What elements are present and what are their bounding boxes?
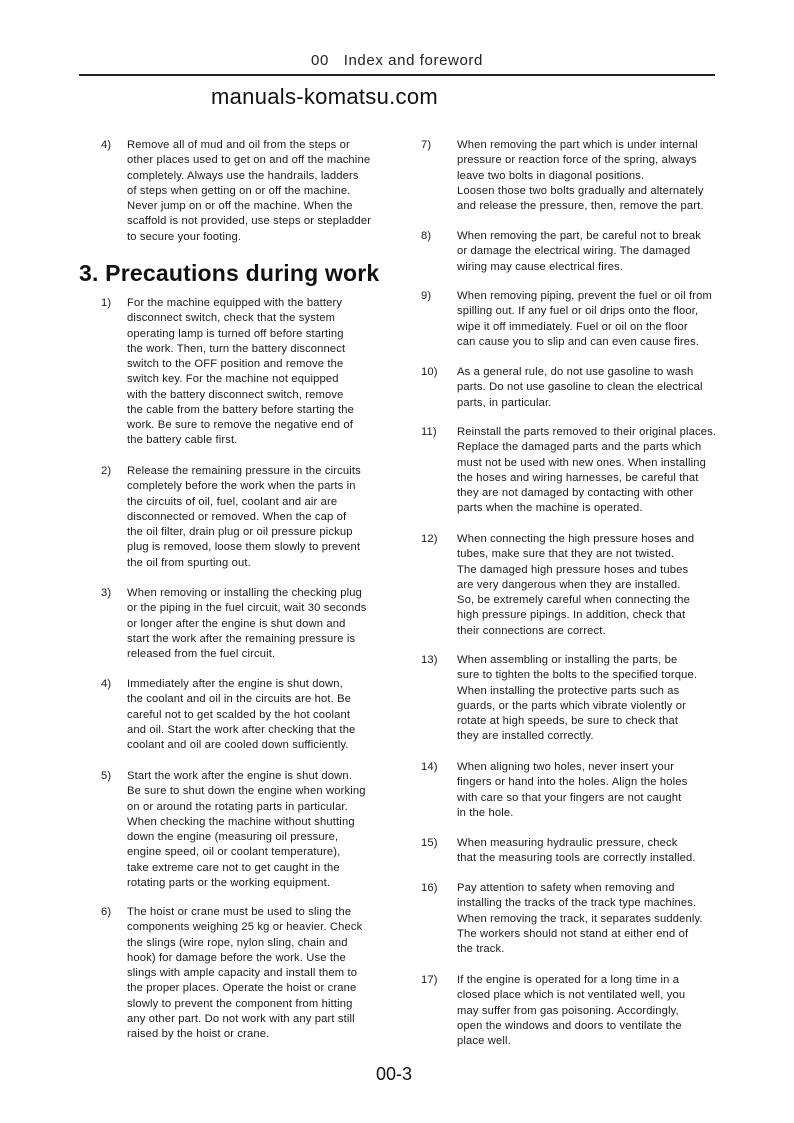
item-text: Release the remaining pressure in the circuits completely before the work when the parts in the circuits of oil, fuel, coolant and air are disconnected or removed. When the cap of the oil filter, drain plug or oil pressure pickup plug is removed, loose them slowly to prevent the oil from spurting out.: [127, 465, 361, 569]
item-number: 8): [421, 230, 432, 242]
page-number: 00-3: [376, 1064, 413, 1084]
section-heading: 3. Precautions during work: [79, 260, 380, 286]
item-text: For the machine equipped with the battery disconnect switch, check that the system operating lamp is turned off before starting the work. Then, turn the battery disconnect switch to the OFF position and remove the switch key. For the machine not equipped with the battery disconnect switch, remove the cable from the battery before starting the work. Be sure to remove the negative end of the battery cable first.: [127, 297, 355, 447]
item-number: 6): [101, 906, 112, 918]
item-text: When connecting the high pressure hoses and tubes, make sure that they are not twisted. The damaged high pressure hoses and tubes are very dangerous when they are installed. So, be extremely careful when connecting the high pressure pipings. In addition, check that their connections are correct.: [457, 533, 695, 637]
item-number: 2): [101, 465, 112, 477]
item-number: 11): [421, 426, 437, 438]
item-number: 3): [101, 587, 112, 599]
item-text: When assembling or installing the parts, be sure to tighten the bolts to the specified torque. When installing the protective parts such as guards, or the parts which vibrate violently or rotate at high speeds, be sure to check that they are installed correctly.: [457, 654, 698, 743]
item-text: Immediately after the engine is shut down, the coolant and oil in the circuits are hot. Be careful not to get scalded by the hot coolant and oil. Start the work after checking that the coolant and oil are cooled down sufficiently.: [127, 678, 356, 751]
item-text: When measuring hydraulic pressure, check that the measuring tools are correctly installed.: [457, 837, 696, 865]
item-text: Remove all of mud and oil from the steps or other places used to get on and off the machine completely. Always use the handrails, ladders of steps when getting on or off the machine. Never jump on or off the machine. When the scaffold is not provided, use steps or stepladder to secure your footing.: [127, 139, 372, 243]
item-text: When removing the part which is under internal pressure or reaction force of the spring, always leave two bolts in diagonal positions. Loosen those two bolts gradually and alternately and release the pressure, then, remove the part.: [457, 139, 704, 212]
item-text: As a general rule, do not use gasoline to wash parts. Do not use gasoline to clean the electrical parts, in particular.: [457, 366, 703, 409]
site-label: manuals-komatsu.com: [211, 84, 438, 109]
item-number: 10): [421, 366, 438, 378]
item-text: When aligning two holes, never insert your fingers or hand into the holes. Align the holes with care so that your fingers are not caught in the hole.: [457, 761, 688, 819]
item-number: 16): [421, 882, 438, 894]
item-text: When removing piping, prevent the fuel or oil from spilling out. If any fuel or oil drips onto the floor, wipe it off immediately. Fuel or oil on the floor can cause you to slip and can even cause fires.: [457, 290, 712, 348]
item-number: 12): [421, 533, 438, 545]
item-number: 4): [101, 139, 112, 151]
section-title-header: Index and foreword: [343, 52, 483, 69]
item-text: When removing or installing the checking plug or the piping in the fuel circuit, wait 30 seconds or longer after the engine is shut down and start the work after the remaining pressure is released from the fuel circuit.: [127, 587, 367, 660]
item-number: 13): [421, 654, 438, 666]
item-number: 17): [421, 974, 438, 986]
item-number: 14): [421, 761, 438, 773]
item-number: 1): [101, 297, 112, 309]
item-number: 5): [101, 770, 112, 782]
item-number: 9): [421, 290, 432, 302]
item-text: Start the work after the engine is shut down. Be sure to shut down the engine when working on or around the rotating parts in particular. When checking the machine without shutting down the engine (measuring oil pressure, engine speed, oil or coolant temperature), take extreme care not to get caught in the rotating parts or the working equipment.: [127, 770, 366, 889]
item-number: 7): [421, 139, 432, 151]
section-number: 00: [311, 52, 329, 69]
item-text: If the engine is operated for a long time in a closed place which is not ventilated well, you may suffer from gas poisoning. Accordingly, open the windows and doors to ventilate the place well.: [457, 974, 686, 1047]
item-number: 4): [101, 678, 112, 690]
item-text: Pay attention to safety when removing and installing the tracks of the track type machines. When removing the track, it separates suddenly. The workers should not stand at either end of the track.: [457, 882, 703, 955]
page-header: [0, 52, 794, 69]
item-text: Reinstall the parts removed to their original places. Replace the damaged parts and the parts which must not be used with new ones. When installing the hoses and wiring harnesses, be careful that they are not damaged by contacting with other parts when the machine is operated.: [457, 426, 717, 515]
header-rule: [79, 74, 715, 76]
item-text: When removing the part, be careful not to break or damage the electrical wiring. The damaged wiring may cause electrical fires.: [457, 230, 701, 273]
item-text: The hoist or crane must be used to sling the components weighing 25 kg or heavier. Check the slings (wire rope, nylon sling, chain and hook) for damage before the work. Use the slings with ample capacity and install them to the proper places. Operate the hoist or crane slowly to prevent the component from hitting any other part. Do not work with any part still raised by the hoist or crane.: [127, 906, 363, 1040]
item-number: 15): [421, 837, 438, 849]
